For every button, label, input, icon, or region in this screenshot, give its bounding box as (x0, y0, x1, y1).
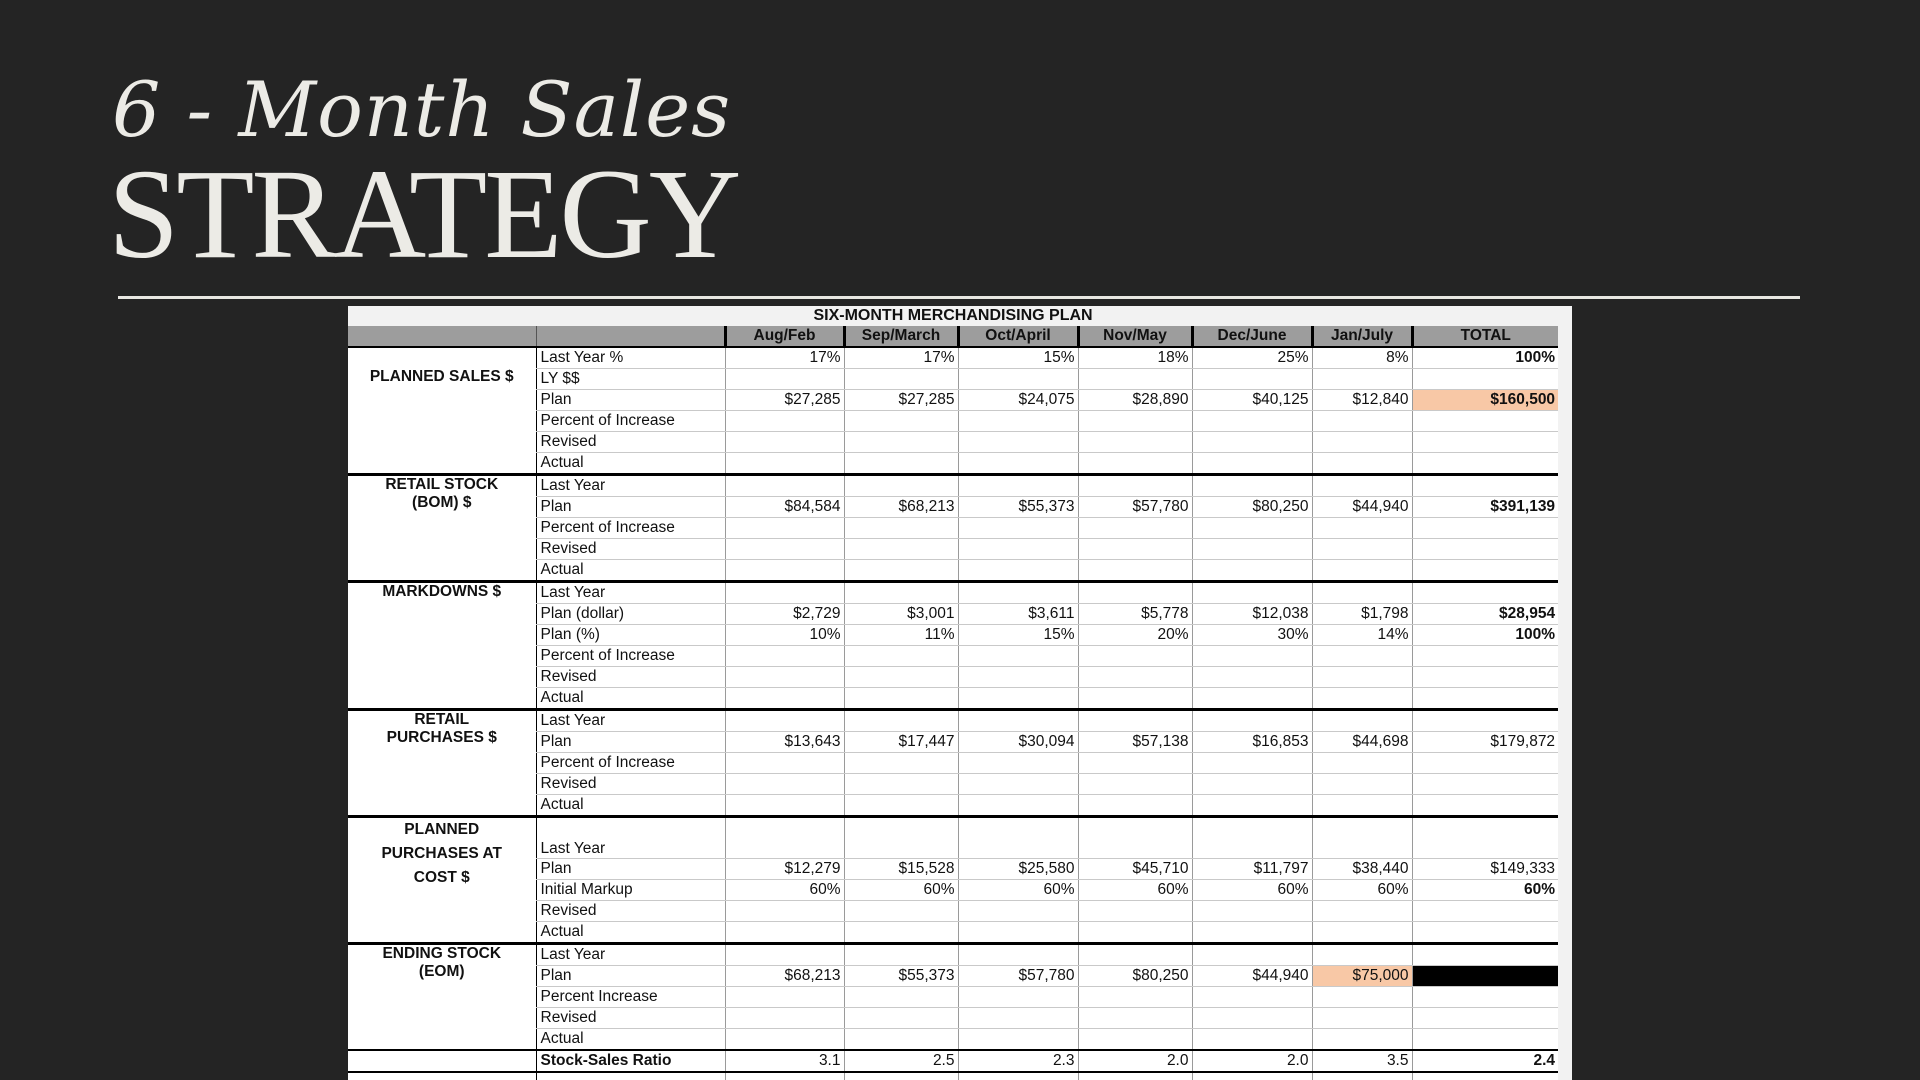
table-cell: $2,729 (725, 604, 844, 625)
row-label: Last Year % (536, 347, 725, 369)
table-caption-row (348, 306, 1558, 326)
table-cell: $27,285 (844, 390, 958, 411)
row-label: Actual (536, 795, 725, 817)
row-label: Plan (536, 497, 725, 518)
section-title-line: PURCHASES AT (381, 845, 503, 862)
row-label: Percent Increase (536, 987, 725, 1008)
table-cell: $80,250 (1192, 497, 1312, 518)
table-cell: $5,778 (1078, 604, 1192, 625)
table-cell: $30,094 (958, 732, 1078, 753)
row-label: Percent of Increase (536, 411, 725, 432)
section-title-line: (EOM) (418, 963, 465, 980)
table-cell: 60% (1192, 880, 1312, 901)
total-cell: 100% (1412, 347, 1558, 369)
table-cell: $24,075 (958, 390, 1078, 411)
table-cell: $84,584 (725, 497, 844, 518)
column-header: Oct/April (958, 326, 1078, 347)
table-cell: 30% (1192, 625, 1312, 646)
slide-title-script: 6 - Month Sales (112, 65, 732, 154)
section-title-line: PLANNED (404, 821, 480, 838)
section-title-line: RETAIL (414, 711, 470, 728)
row-label: Percent of Increase (536, 753, 725, 774)
header-blank (536, 326, 725, 347)
table-cell: 3.5 (1312, 1050, 1412, 1072)
table-cell: 60% (725, 880, 844, 901)
total-cell-highlighted: $160,500 (1412, 390, 1558, 411)
table-cell: 14% (1312, 625, 1412, 646)
table-cell: 8% (1312, 347, 1412, 369)
table-cell: 25% (1192, 347, 1312, 369)
table-cell: $44,698 (1312, 732, 1412, 753)
row-label: Revised (536, 667, 725, 688)
table-cell: $12,840 (1312, 390, 1412, 411)
table-cell: $3,001 (844, 604, 958, 625)
table-cell: $68,213 (725, 966, 844, 987)
table-caption: SIX-MONTH MERCHANDISING PLAN (348, 306, 1558, 326)
table-cell (348, 1050, 536, 1072)
row-label: Plan (%) (536, 625, 725, 646)
table-cell: 60% (958, 880, 1078, 901)
table-cell: 17% (844, 347, 958, 369)
row-label: Plan (536, 966, 725, 987)
row-label: Last Year (536, 817, 725, 859)
row-label: Plan (dollar) (536, 604, 725, 625)
table-cell: $11,797 (1192, 859, 1312, 880)
row-label: Initial Markup (536, 880, 725, 901)
section-title-retail-purchases (348, 710, 536, 817)
table-cell: 60% (1312, 880, 1412, 901)
table-cell: $12,279 (725, 859, 844, 880)
merchandising-plan-spreadsheet (348, 306, 1572, 1080)
table-cell: $1,798 (1312, 604, 1412, 625)
table-cell: $25,580 (958, 859, 1078, 880)
total-cell: $28,954 (1412, 604, 1558, 625)
row-label: Revised (536, 1008, 725, 1029)
row-label: Plan (536, 732, 725, 753)
section-title-planned-sales: PLANNED SALES $ (369, 368, 514, 385)
table-row (348, 710, 1558, 732)
table-cell: $40,125 (1192, 390, 1312, 411)
section-title-markdowns: MARKDOWNS $ (348, 582, 536, 710)
row-label: Revised (536, 539, 725, 560)
table-cell: 18% (1078, 347, 1192, 369)
row-label: Last Year (536, 944, 725, 966)
row-label: Percent of Increase (536, 646, 725, 667)
section-title-line: COST $ (413, 869, 470, 886)
stock-sales-ratio-row (348, 1050, 1558, 1072)
section-title-line: ENDING STOCK (382, 945, 502, 962)
row-label: Actual (536, 688, 725, 710)
table-cell: $45,710 (1078, 859, 1192, 880)
merchandising-plan-table (348, 306, 1558, 1080)
total-cell: $179,872 (1412, 732, 1558, 753)
column-header: Jan/July (1312, 326, 1412, 347)
table-cell: $44,940 (1312, 497, 1412, 518)
column-header: Sep/March (844, 326, 958, 347)
row-label: Actual (536, 922, 725, 944)
table-cell: $15,528 (844, 859, 958, 880)
table-cell-highlighted: $75,000 (1312, 966, 1412, 987)
section-title-line: RETAIL STOCK (385, 476, 499, 493)
table-cell: 60% (1078, 880, 1192, 901)
table-cell: $27,285 (725, 390, 844, 411)
section-title-retail-stock (348, 475, 536, 582)
table-cell: 2.0 (1078, 1050, 1192, 1072)
row-label: Last Year (536, 582, 725, 604)
section-title-purchases-at-cost (348, 817, 536, 944)
table-cell: 17% (725, 347, 844, 369)
slide-title-main: STRATEGY (108, 143, 739, 285)
row-label: Percent of Increase (536, 518, 725, 539)
row-label: Plan (536, 859, 725, 880)
table-cell: 3.1 (725, 1050, 844, 1072)
table-cell: $57,780 (1078, 497, 1192, 518)
section-title-ending-stock (348, 944, 536, 1051)
table-row (348, 475, 1558, 497)
table-row (348, 944, 1558, 966)
column-header: TOTAL (1412, 326, 1558, 347)
total-cell: $391,139 (1412, 497, 1558, 518)
total-cell: 100% (1412, 625, 1558, 646)
table-row (348, 347, 1558, 369)
row-label: Actual (536, 560, 725, 582)
table-cell: $28,890 (1078, 390, 1192, 411)
total-cell: 60% (1412, 880, 1558, 901)
section-title-line: (BOM) $ (412, 494, 472, 511)
table-cell: 15% (958, 625, 1078, 646)
blacked-out-cell (1412, 966, 1558, 987)
table-cell: 20% (1078, 625, 1192, 646)
table-cell: 2.5 (844, 1050, 958, 1072)
table-cell: 15% (958, 347, 1078, 369)
row-label: Revised (536, 432, 725, 453)
table-cell: $17,447 (844, 732, 958, 753)
table-cell: $57,780 (958, 966, 1078, 987)
header-blank (348, 326, 536, 347)
table-cell: 60% (844, 880, 958, 901)
table-cell: $13,643 (725, 732, 844, 753)
table-row (348, 817, 1558, 859)
row-label: Revised (536, 774, 725, 795)
row-label: Last Year (536, 475, 725, 497)
total-cell: $149,333 (1412, 859, 1558, 880)
table-cell: 2.0 (1192, 1050, 1312, 1072)
row-label: Actual (536, 453, 725, 475)
table-cell: $38,440 (1312, 859, 1412, 880)
table-cell: 2.3 (958, 1050, 1078, 1072)
row-label: Last Year (536, 710, 725, 732)
column-header-row (348, 326, 1558, 347)
table-cell: $68,213 (844, 497, 958, 518)
column-header: Nov/May (1078, 326, 1192, 347)
section-title-line: PURCHASES $ (386, 729, 497, 746)
title-divider (118, 296, 1800, 299)
empty-row (348, 1072, 1558, 1080)
row-label: Revised (536, 901, 725, 922)
table-cell: 11% (844, 625, 958, 646)
table-cell: $55,373 (844, 966, 958, 987)
table-cell: $80,250 (1078, 966, 1192, 987)
table-cell: $16,853 (1192, 732, 1312, 753)
row-label: LY $$ (536, 369, 725, 390)
row-label: Stock-Sales Ratio (536, 1050, 725, 1072)
table-cell: 10% (725, 625, 844, 646)
table-cell: $57,138 (1078, 732, 1192, 753)
column-header: Dec/June (1192, 326, 1312, 347)
row-label: Plan (536, 390, 725, 411)
table-cell: $12,038 (1192, 604, 1312, 625)
column-header: Aug/Feb (725, 326, 844, 347)
row-label: Actual (536, 1029, 725, 1051)
total-cell: 2.4 (1412, 1050, 1558, 1072)
table-row (348, 582, 1558, 604)
table-cell: $3,611 (958, 604, 1078, 625)
table-cell: $55,373 (958, 497, 1078, 518)
table-cell: $44,940 (1192, 966, 1312, 987)
